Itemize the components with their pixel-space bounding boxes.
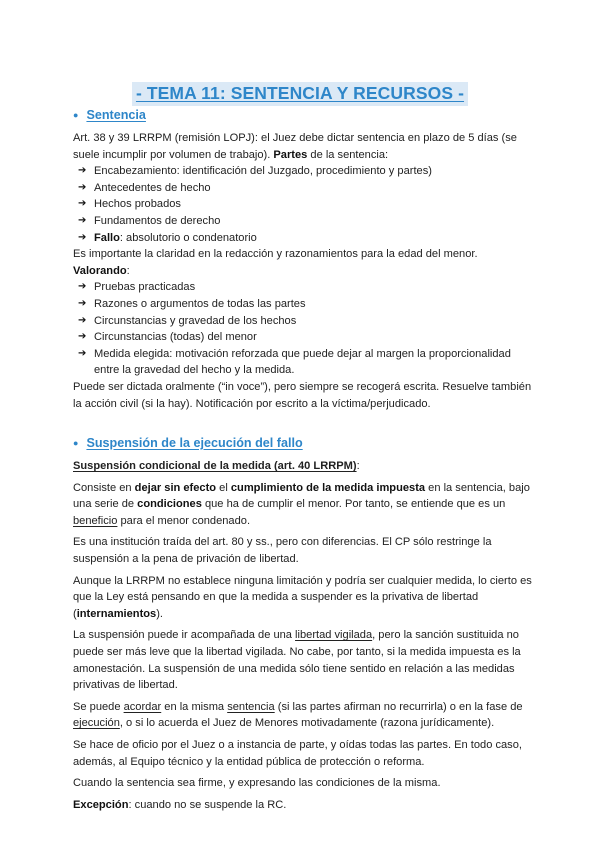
arrow-right-icon: ➔ [78, 181, 87, 193]
section-heading-suspension [73, 436, 303, 450]
list-item-text: Medida elegida: motivación reforzada que puede dejar al margen la proporcionalidad entre la gravedad del hecho y la medida. [94, 347, 511, 377]
fallo-text: : absolutorio o condenatorio [119, 231, 257, 244]
list-item [73, 163, 533, 180]
arrow-right-icon: ➔ [78, 297, 87, 309]
arrow-right-icon: ➔ [78, 314, 87, 326]
list-item [73, 196, 533, 213]
suspension-paragraph-4 [73, 627, 533, 693]
list-item [73, 329, 533, 346]
sentencia-intro [73, 130, 533, 163]
fallo-bold: Fallo [94, 231, 120, 244]
section-heading-label: Sentencia [86, 108, 146, 122]
text-run: (si las partes afirman no recurrirla) o en la fase de [274, 700, 523, 713]
underlined-run: acordar [123, 700, 162, 713]
bold-run: Excepción [73, 798, 129, 811]
list-item [73, 213, 533, 230]
text-run: Se puede [73, 700, 124, 713]
bold-run: internamientos [76, 607, 157, 620]
section-heading-sentencia [73, 108, 146, 122]
dictada-text: Puede ser dictada oralmente (“in voce”), pero siempre se recogerá escrita. Resuelve también la acción civil (si la hay). Notificación por escrito a la víctima/perjudicado. [73, 380, 532, 410]
suspension-paragraph-2: Es una institución traída del art. 80 y ss., pero con diferencias. El CP sólo restringe la suspensión a la pena de privación de libertad. [73, 536, 492, 565]
underlined-run: sentencia [227, 700, 275, 713]
suspension-body [73, 458, 533, 813]
underlined-run: libertad vigilada [295, 629, 373, 642]
intro-text-end: de la sentencia: [307, 148, 389, 161]
bold-run: condiciones [137, 498, 202, 511]
list-item-text: Antecedentes de hecho [94, 181, 211, 194]
list-item [73, 313, 533, 330]
page-title [0, 70, 600, 107]
text-run: que ha de cumplir el menor. Por tanto, se entiende que es un [201, 498, 506, 511]
text-run: el [216, 481, 231, 494]
suspension-paragraph-8 [73, 797, 533, 814]
suspension-paragraph-1 [73, 480, 533, 530]
suspension-paragraph-6: Se hace de oficio por el Juez o a instancia de parte, y oídas todas las partes. En todo caso, además, al Equipo técnico y la entidad pública de protección o reforma. [73, 738, 522, 768]
text-run: para el menor condenado. [117, 514, 251, 527]
text-run: Consiste en [73, 481, 135, 494]
bullet-icon: ● [73, 438, 79, 448]
valorando-bold: Valorando [73, 264, 127, 277]
list-item-text: Razones o argumentos de todas las partes [94, 297, 306, 310]
list-item [73, 180, 533, 197]
list-item [73, 346, 533, 379]
list-item-text: Pruebas practicadas [94, 281, 196, 294]
intro-text: Art. 38 y 39 LRRPM (remisión LOPJ): el Juez debe dictar sentencia en plazo de 5 días (se suele incumplir por volumen de trabajo). [73, 132, 517, 161]
arrow-right-icon: ➔ [78, 281, 87, 293]
suspension-paragraph-5 [73, 699, 533, 732]
text-run: , o si lo acuerda el Juez de Menores motivadamente (razona jurídicamente). [119, 717, 495, 730]
text-run: en la sentencia, bajo una serie de [73, 481, 530, 511]
valorando-label [73, 263, 533, 280]
bold-run: cumplimiento de la medida impuesta [230, 481, 426, 494]
text-run: , pero la sanción sustituida no puede ser más leve que la libertad vigilada. No cabe, por tanto, si la medida impuesta es la amonestación. La suspensión de una medida sólo tiene sentido en relación a las medidas privativas de libertad. [73, 629, 521, 692]
bold-run: dejar sin efecto [134, 481, 217, 494]
suspension-subheading [73, 458, 533, 475]
valorando-colon: : [126, 264, 130, 277]
intro-bold: Partes [273, 148, 308, 161]
arrow-right-icon: ➔ [78, 198, 87, 210]
text-run: en la misma [161, 700, 228, 713]
page-title-text: - TEMA 11: SENTENCIA Y RECURSOS - [132, 82, 468, 106]
list-item [73, 296, 533, 313]
list-item-text: Fundamentos de derecho [94, 214, 221, 227]
list-item [73, 279, 533, 296]
claridad-text: Es importante la claridad en la redacción y razonamientos para la edad del menor. [73, 248, 478, 261]
section-heading-label: Suspensión de la ejecución del fallo [86, 436, 303, 450]
text-run: ). [156, 607, 164, 620]
subheading-colon: : [356, 460, 360, 472]
text-run: : cuando no se suspende la RC. [128, 798, 287, 811]
arrow-right-icon: ➔ [78, 347, 87, 359]
bullet-icon: ● [73, 110, 79, 120]
sentencia-body [73, 130, 533, 412]
arrow-right-icon: ➔ [78, 165, 87, 177]
list-item-text: Hechos probados [94, 198, 181, 211]
list-item-text: Encabezamiento: identificación del Juzgado, procedimiento y partes) [94, 165, 432, 178]
partes-list [73, 163, 533, 246]
subheading-text: Suspensión condicional de la medida (art. 40 LRRPM) [73, 460, 357, 472]
underlined-run: ejecución [73, 717, 120, 730]
text-run: La suspensión puede ir acompañada de una [73, 629, 296, 642]
text-run: Aunque la LRRPM no establece ninguna limitación y podría ser cualquier medida, lo cierto es que la Ley está pensando en que la medida a suspender es la privativa de libertad ( [73, 574, 532, 620]
list-item-text: Circunstancias y gravedad de los hechos [94, 314, 297, 327]
valorando-list [73, 279, 533, 379]
list-item [73, 230, 533, 247]
underlined-run: beneficio [73, 514, 118, 527]
arrow-right-icon: ➔ [78, 231, 87, 243]
arrow-right-icon: ➔ [78, 331, 87, 343]
suspension-paragraph-3 [73, 573, 533, 623]
arrow-right-icon: ➔ [78, 214, 87, 226]
list-item-text: Circunstancias (todas) del menor [94, 331, 257, 344]
suspension-paragraph-7: Cuando la sentencia sea firme, y expresando las condiciones de la misma. [73, 777, 441, 790]
